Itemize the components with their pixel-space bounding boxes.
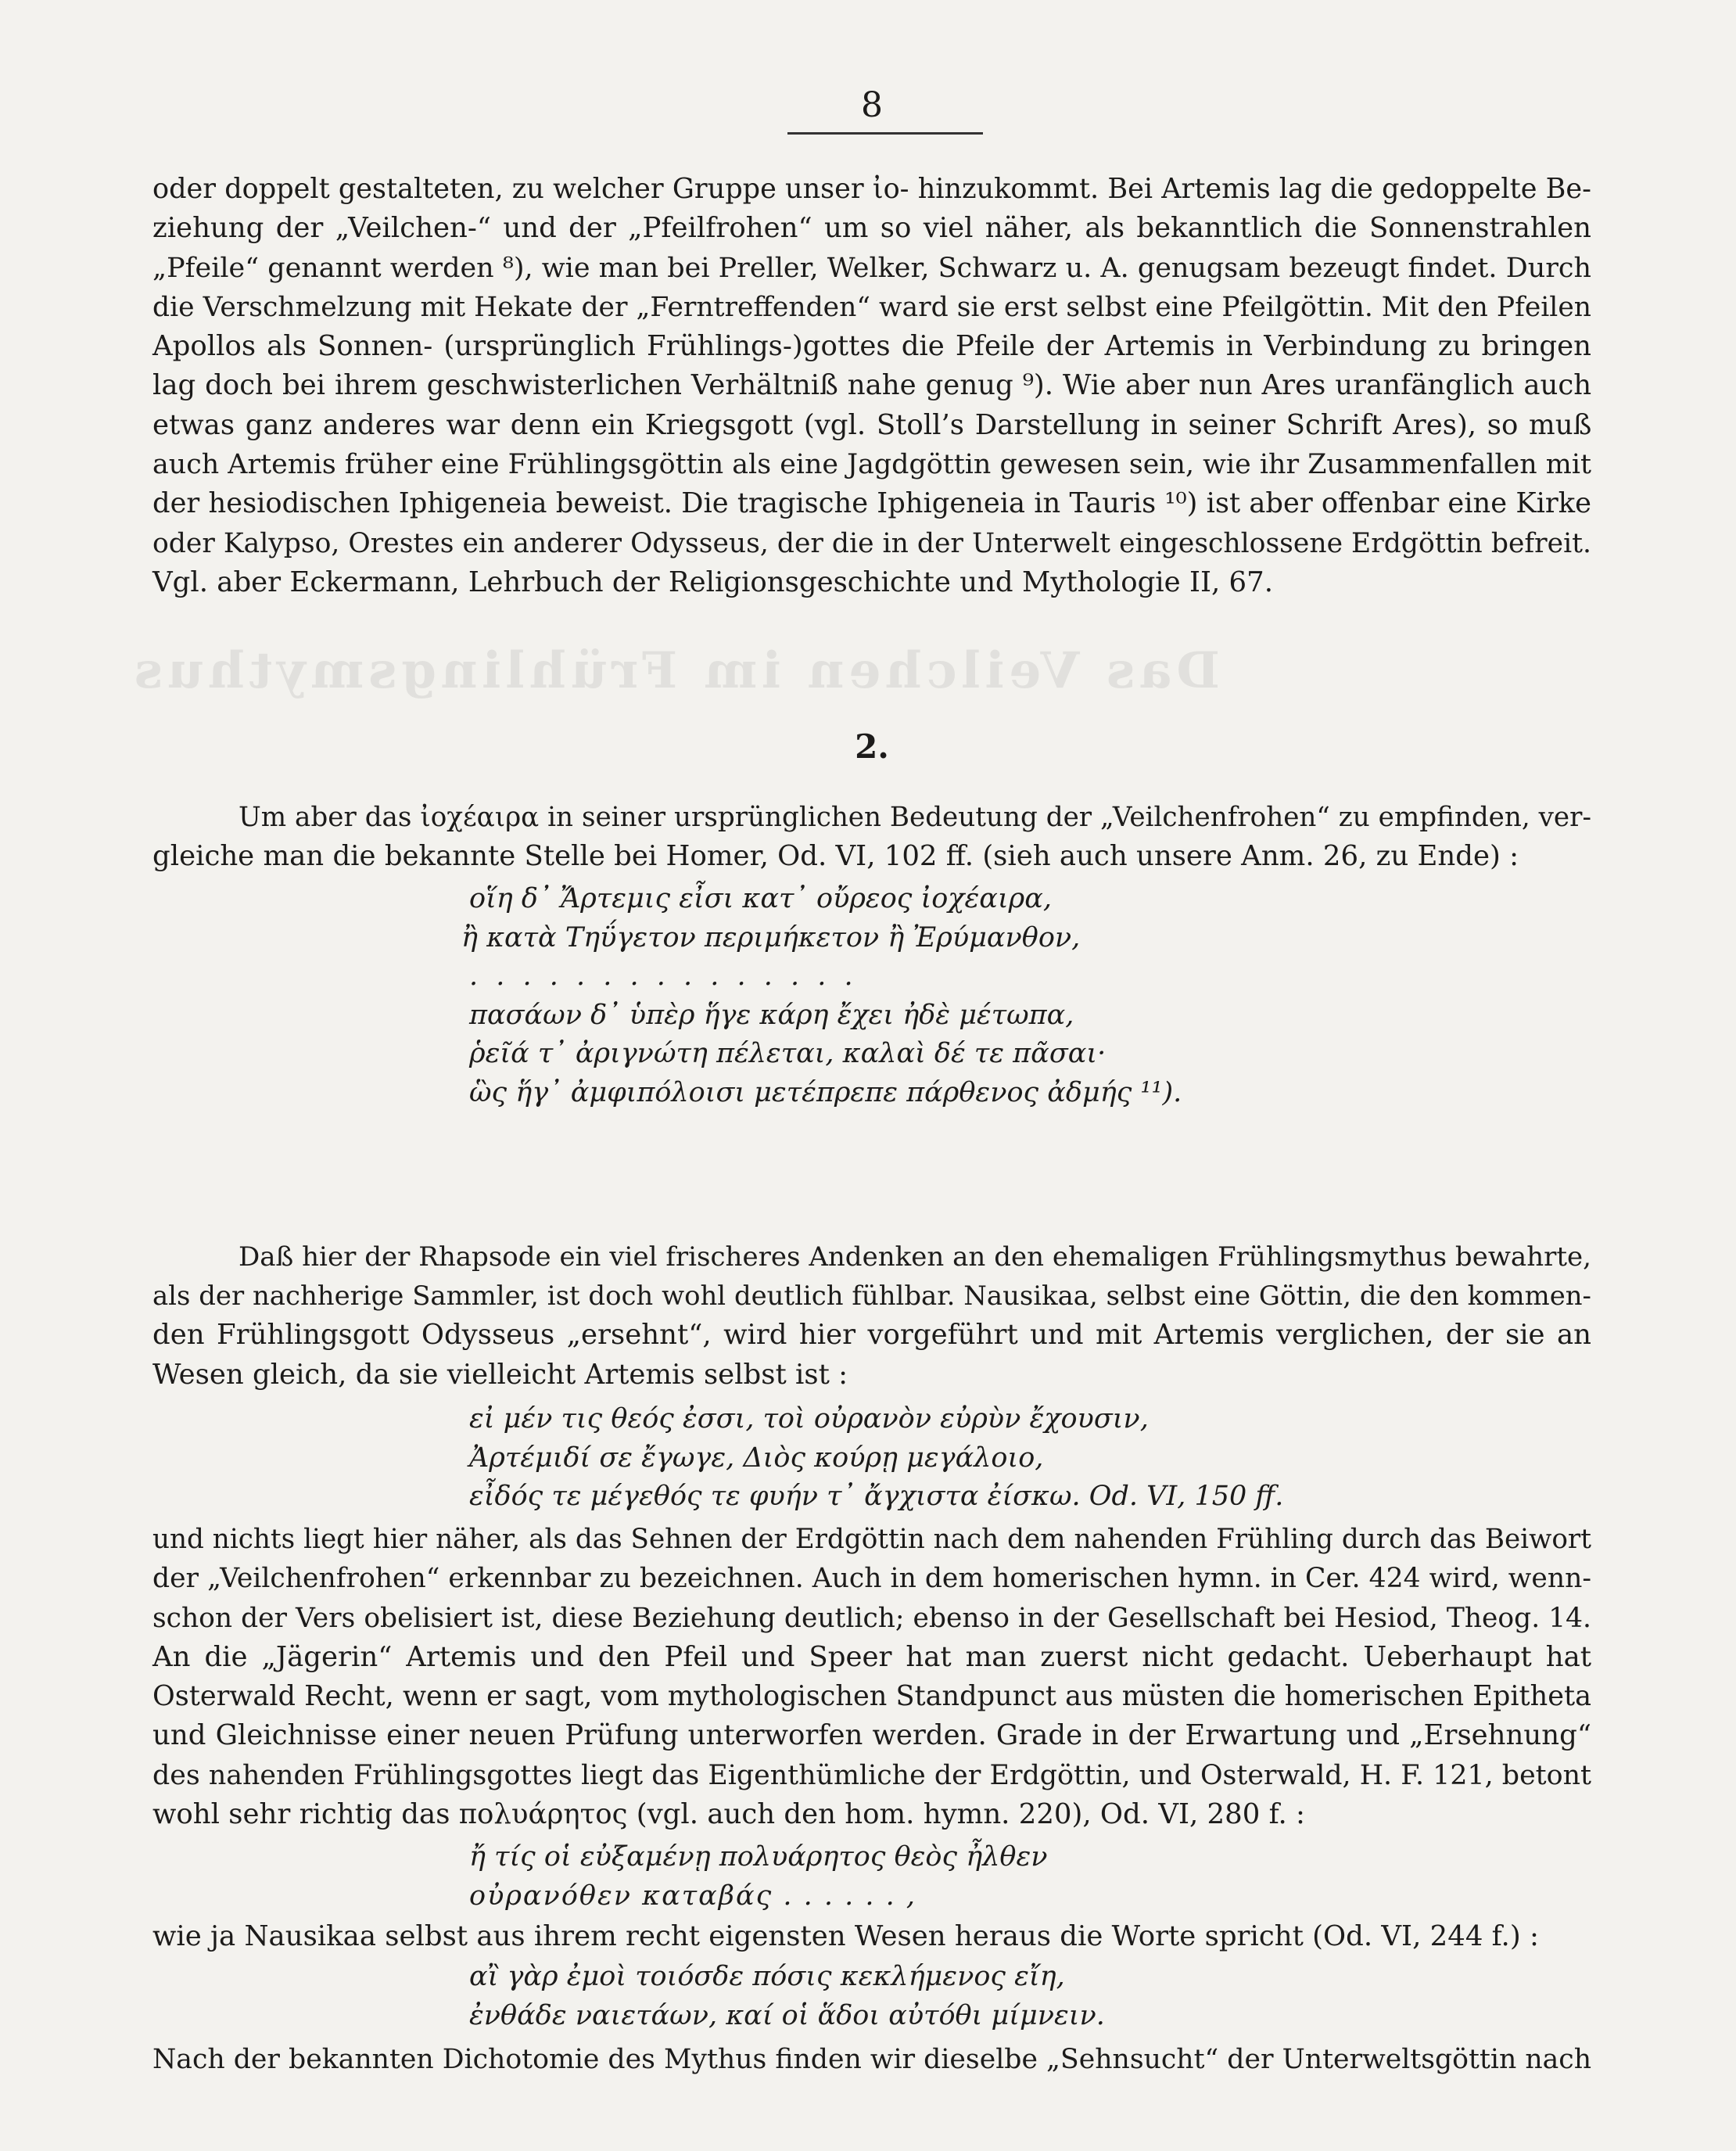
bleed-through-heading: Das Veilchen im Frühlingsmythus: [129, 641, 1220, 700]
text-line: wie ja Nausikaa selbst aus ihrem recht eigensten Wesen heraus die Worte spricht (Od. VI, 244 f.) :: [152, 1920, 1539, 1952]
text-line: gleiche man die bekannte Stelle bei Homer, Od. VI, 102 ff. (sieh auch unsere Anm. 26, zu Ende) :: [152, 840, 1519, 872]
quote-line: πασάων δ᾽ ὑπὲρ ἥγε κάρη ἔχει ἠδὲ μέτωπα,: [469, 999, 1074, 1031]
paragraph-6: [152, 2040, 1591, 2079]
text-line: wohl sehr richtig das πολυάρητος (vgl. auch den hom. hymn. 220), Od. VI, 280 f. :: [152, 1798, 1305, 1831]
text-line: Um aber das ἰοχέαιρα in seiner ursprünglichen Bedeutung der „Veilchenfrohen“ zu empfinden, ver-: [239, 802, 1591, 833]
text-line: oder doppelt gestalteten, zu welcher Gruppe unser ἰο- hinzukommt. Bei Artemis lag die gedoppelte Be-: [152, 173, 1591, 205]
paragraph-3: [239, 1237, 1591, 1277]
text-line: und nichts liegt hier näher, als das Sehnen der Erdgöttin nach dem nahenden Frühling durch das Beiwort: [152, 1524, 1591, 1555]
text-line: auch Artemis früher eine Frühlingsgöttin als eine Jagdgöttin gewesen sein, wie ihr Zusammenfallen mit: [152, 449, 1591, 481]
greek-quote-2: [469, 1400, 1736, 1517]
paragraph-2: [239, 798, 1591, 837]
paragraph-3-cont: [152, 1277, 1591, 1395]
text-line: der hesiodischen Iphigeneia beweist. Die tragische Iphigeneia in Tauris ¹⁰) ist aber offenbar eine Kirke: [152, 487, 1591, 520]
page-number: 8: [861, 85, 883, 125]
quote-line: Ἀρτέμιδί σε ἔγωγε, Διὸς κούρῃ μεγάλοιο,: [469, 1442, 1044, 1474]
greek-quote-1: [461, 880, 1736, 1112]
text-line: Daß hier der Rhapsode ein viel frischeres Andenken an den ehemaligen Frühlingsmythus bewahrte,: [239, 1241, 1591, 1273]
quote-line: εἰ μέν τις θεός ἐσσι, τοὶ οὐρανὸν εὐρὺν ἔχουσιν,: [469, 1403, 1149, 1435]
text-line: schon der Vers obelisiert ist, diese Beziehung deutlich; ebenso in der Gesellschaft bei Hesiod, Theog. 14.: [152, 1602, 1591, 1634]
quote-line: ἢ κατὰ Τηΰγετον περιμήκετον ἢ Ἐρύμανθον,: [461, 921, 1081, 953]
paragraph-1: [152, 170, 1591, 602]
text-line: Osterwald Recht, wenn er sagt, vom mythologischen Standpunct aus müsten die homerischen Epitheta: [152, 1680, 1592, 1713]
paragraph-4: [152, 1520, 1591, 1834]
quote-line: . . . . . . . . . . . . . . .: [469, 961, 858, 992]
text-line: als der nachherige Sammler, ist doch wohl deutlich fühlbar. Nausikaa, selbst eine Göttin, die den kommen-: [152, 1280, 1591, 1311]
text-line: etwas ganz anderes war denn ein Kriegsgott (vgl. Stoll’s Darstellung in seiner Schrift Ares), so muß: [152, 408, 1592, 441]
text-line: An die „Jägerin“ Artemis und den Pfeil und Speer hat man zuerst nicht gedacht. Ueberhaupt hat: [152, 1640, 1592, 1673]
text-line: „Pfeile“ genannt werden ⁸), wie man bei Preller, Welker, Schwarz u. A. genugsam bezeugt findet. Durch: [152, 252, 1591, 284]
text-line: den Frühlingsgott Odysseus „ersehnt“, wird hier vorgeführt und mit Artemis verglichen, der sie an: [152, 1319, 1591, 1352]
text-line: oder Kalypso, Orestes ein anderer Odysseus, der die in der Unterwelt eingeschlossene Erdgöttin befreit.: [152, 527, 1591, 559]
quote-line: εἶδός τε μέγεθός τε φυήν τ᾽ ἄγχιστα ἐίσκω. Od. VI, 150 ff.: [469, 1481, 1284, 1512]
text-line: Wesen gleich, da sie vielleicht Artemis selbst ist :: [152, 1358, 848, 1391]
text-line: Nach der bekannten Dichotomie des Mythus finden wir dieselbe „Sehnsucht“ der Unterweltsgöttin nach: [152, 2044, 1591, 2075]
quote-line: ἤ τίς οἱ εὐξαμένῃ πολυάρητος θεὸς ἦλθεν: [469, 1841, 1048, 1873]
text-line: die Verschmelzung mit Hekate der „Ferntreffenden“ ward sie erst selbst eine Pfeilgöttin. Mit den Pfeilen: [152, 291, 1591, 323]
text-line: des nahenden Frühlingsgottes liegt das Eigenthümliche der Erdgöttin, und Osterwald, H. F. 121, betont: [152, 1759, 1591, 1791]
quote-line: οὐρανόθεν καταβάς . . . . . . ,: [469, 1880, 916, 1912]
text-line: ziehung der „Veilchen-“ und der „Pfeilfrohen“ um so viel näher, als bekanntlich die Sonnenstrahlen: [152, 212, 1591, 245]
quote-line: ῥεῖά τ᾽ ἀριγνώτη πέλεται, καλαὶ δέ τε πᾶσαι·: [469, 1038, 1107, 1069]
text-line: lag doch bei ihrem geschwisterlichen Verhältniß nahe genug ⁹). Wie aber nun Ares uranfänglich auch: [152, 369, 1592, 402]
greek-quote-3: [469, 1838, 1736, 1916]
paragraph-2-cont: [152, 837, 1591, 876]
section-number: 2.: [855, 727, 889, 766]
header-rule: [787, 132, 983, 135]
paragraph-5: [152, 1917, 1591, 1956]
quote-line: οἵη δ᾽ Ἄρτεμις εἶσι κατ᾽ οὔρεος ἰοχέαιρα,: [469, 883, 1052, 914]
greek-quote-4: [469, 1958, 1736, 2035]
text-line: Apollos als Sonnen- (ursprünglich Frühlings-)gottes die Pfeile der Artemis in Verbindung zu bringen: [152, 330, 1591, 363]
quote-line: ὣς ἥγ᾽ ἀμφιπόλοισι μετέπρεπε πάρθενος ἀδμής ¹¹).: [469, 1076, 1182, 1108]
text-line: der „Veilchenfrohen“ erkennbar zu bezeichnen. Auch in dem homerischen hymn. in Cer. 424 wird, wenn-: [152, 1563, 1591, 1595]
text-line: Vgl. aber Eckermann, Lehrbuch der Religionsgeschichte und Mythologie II, 67.: [152, 566, 1274, 598]
text-line: und Gleichnisse einer neuen Prüfung unterworfen werden. Grade in der Erwartung und „Ersehnung“: [152, 1719, 1591, 1752]
quote-line: αἲ γὰρ ἐμοὶ τοιόσδε πόσις κεκλήμενος εἴη,: [469, 1961, 1065, 1992]
quote-line: ἐνθάδε ναιετάων, καί οἱ ἅδοι αὐτόθι μίμνειν.: [469, 1999, 1105, 2031]
